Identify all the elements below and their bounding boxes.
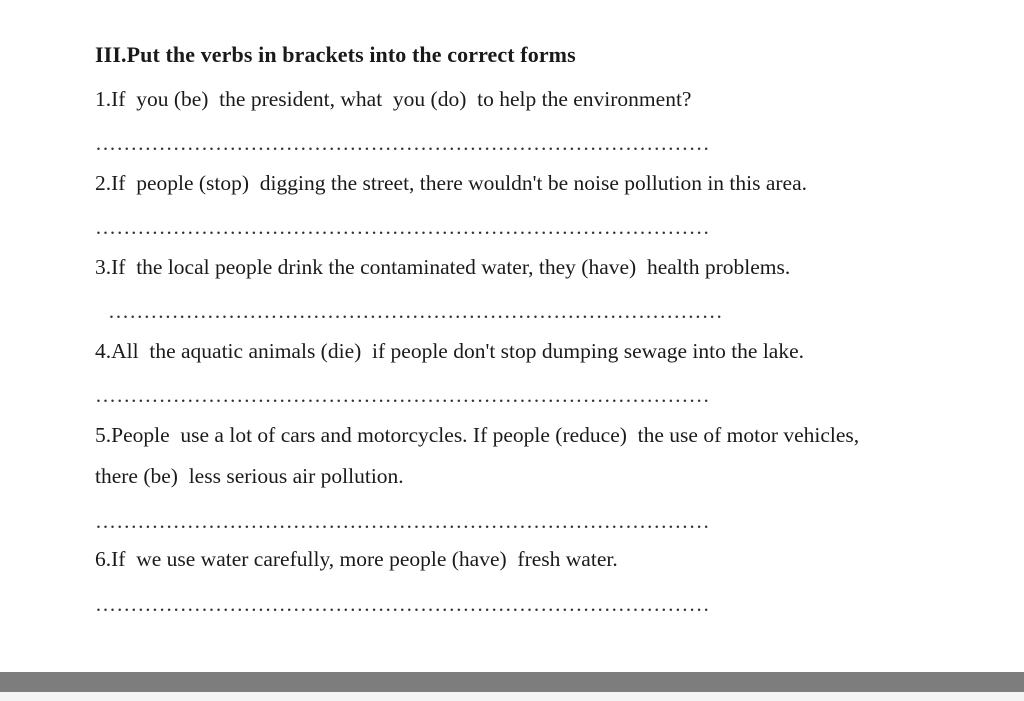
bottom-scroll-bar [0,672,1024,692]
answer-line-3: …………………………………………………………………………… [108,299,723,323]
question-1: 1.If you (be) the president, what you (do) to help the environment? [95,87,692,111]
question-6: 6.If we use water carefully, more people (have) fresh water. [95,547,618,571]
answer-line-1: …………………………………………………………………………… [95,131,710,155]
bottom-edge [0,692,1024,701]
exercise-heading: III.Put the verbs in brackets into the correct forms [95,42,576,67]
question-3: 3.If the local people drink the contaminated water, they (have) health problems. [95,255,791,279]
question-2: 2.If people (stop) digging the street, there wouldn't be noise pollution in this area. [95,171,808,195]
answer-line-2: …………………………………………………………………………… [95,215,710,239]
question-5: 5.People use a lot of cars and motorcycles. If people (reduce) the use of motor vehicles, [95,423,860,447]
answer-line-5: …………………………………………………………………………… [95,509,710,533]
question-5-continuation: there (be) less serious air pollution. [95,464,404,488]
question-4: 4.All the aquatic animals (die) if people don't stop dumping sewage into the lake. [95,339,805,363]
answer-line-4: …………………………………………………………………………… [95,383,710,407]
answer-line-6: …………………………………………………………………………… [95,592,710,616]
